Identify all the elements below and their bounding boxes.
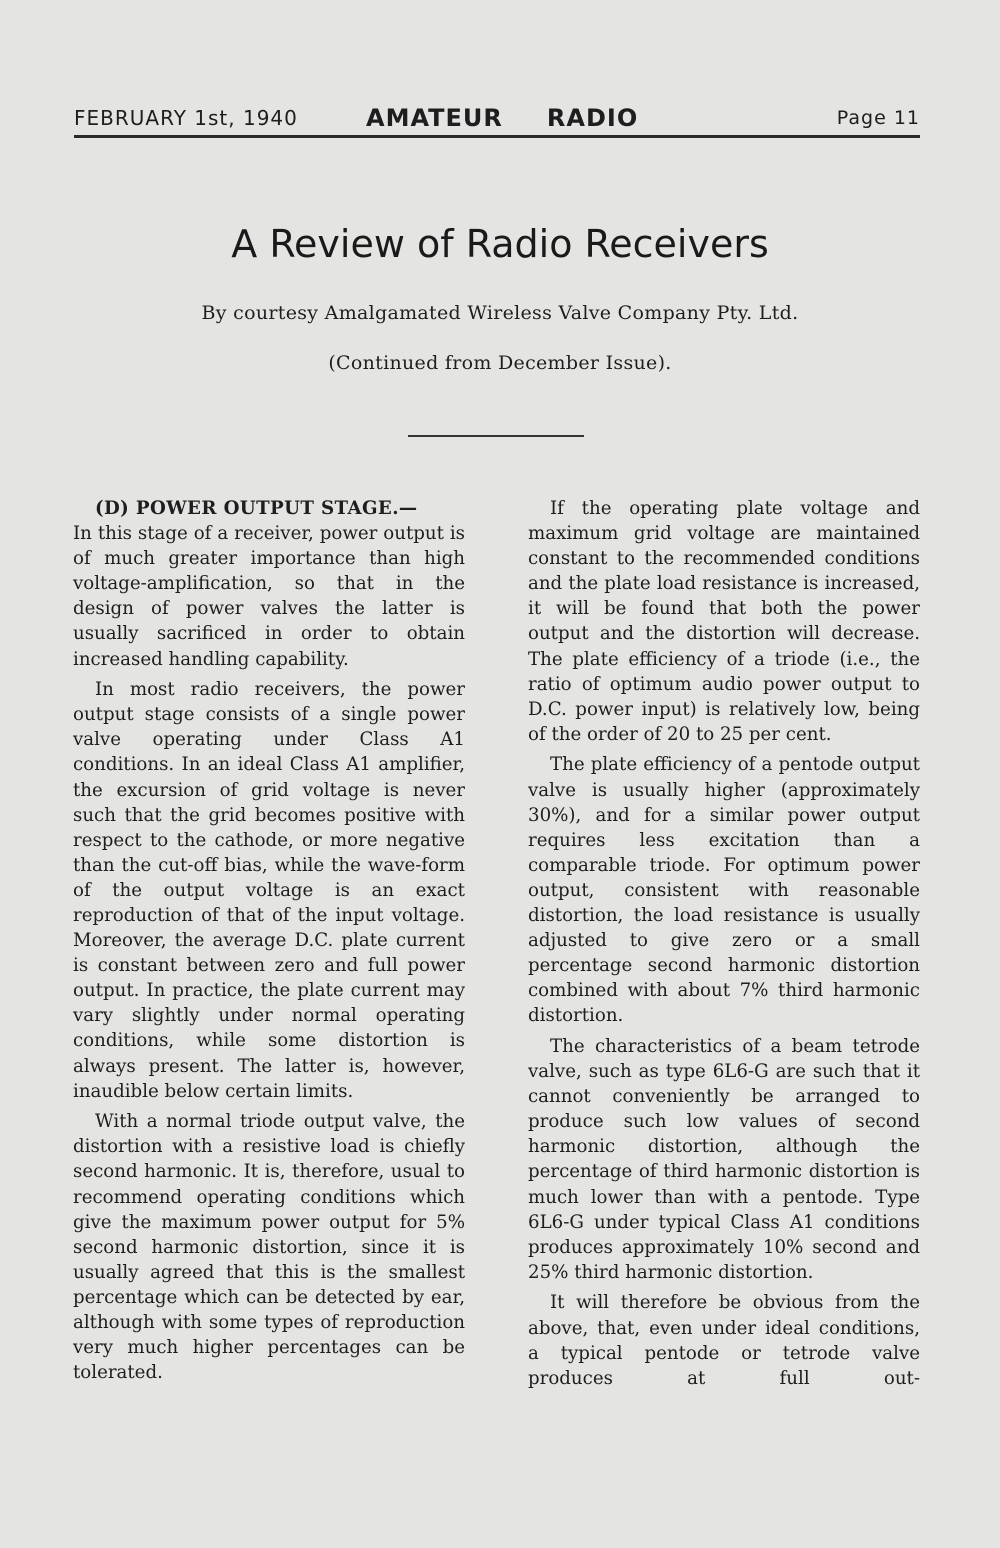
running-header <box>74 104 920 134</box>
section-heading-line <box>73 496 465 521</box>
continued-note: (Continued from December Issue). <box>328 352 672 374</box>
paragraph: The plate efficiency of a pentode output valve is usually higher (approximately 30%), and for a similar power output requires less excitation than a comparable triode. For optimum power output, consistent with reasonable distortion, the load resistance is usually adjusted to give zero or a small percentage second harmonic distortion combined with about 7% third harmonic distortion. <box>528 754 920 1027</box>
header-rule <box>74 135 920 138</box>
paragraph: In this stage of a receiver, power output is of much greater importance than high voltage-amplification, so that in the design of power valves the latter is usually sacrificed in order to obtain increased handling capability. <box>73 523 465 670</box>
paragraph: With a normal triode output valve, the distortion with a resistive load is chiefly second harmonic. It is, therefore, usual to recommend operating conditions which give the maximum power output for 5% second harmonic distortion, since it is usually agreed that this is the smallest percentage which can be detected by ear, although with some types of reproduction very much higher percentages can be tolerated. <box>73 1111 465 1384</box>
article-title: A Review of Radio Receivers <box>231 222 769 266</box>
paragraph: The characteristics of a beam tetrode valve, such as type 6L6-G are such that it cannot conveniently be arranged to produce such low values of second harmonic distortion, although the percentage of third harmonic distortion is much lower than with a pentode. Type 6L6-G under typical Class A1 conditions produces approximately 10% second and 25% third harmonic distortion. <box>528 1035 920 1283</box>
section-divider <box>408 435 584 437</box>
issue-date: FEBRUARY 1st, 1940 <box>74 106 298 130</box>
masthead <box>366 104 638 132</box>
paragraph: In most radio receivers, the power output stage consists of a single power valve operating under Class A1 conditions. In an ideal Class A1 amplifier, the excursion of grid voltage is never such that the grid becomes positive with respect to the cathode, or more negative than the cut-off bias, while the wave-form of the output voltage is an exact reproduction of that of the input voltage. Moreover, the average D.C. plate current is constant between zero and full power output. In practice, the plate current may vary slightly under normal operating conditions, while some distortion is always present. The latter is, however, inaudible below certain limits. <box>73 679 465 1102</box>
left-column <box>73 496 465 1391</box>
masthead-word-radio: RADIO <box>546 104 639 132</box>
article-byline: By courtesy Amalgamated Wireless Valve Company Pty. Ltd. <box>201 302 799 324</box>
paragraph: If the operating plate voltage and maximum grid voltage are maintained constant to the recommended conditions and the plate load resistance is increased, it will be found that both the power output and the distortion will decrease. The plate efficiency of a triode (i.e., the ratio of optimum audio power output to D.C. power input) is relatively low, being of the order of 20 to 25 per cent. <box>528 498 920 745</box>
right-column <box>528 496 920 1396</box>
paragraph: It will therefore be obvious from the above, that, even under ideal conditions, a typical pentode or tetrode valve produces at full out- <box>528 1292 920 1389</box>
page-number: Page 11 <box>836 107 920 129</box>
section-heading: (D) POWER OUTPUT STAGE.— <box>95 498 418 519</box>
masthead-word-amateur: AMATEUR <box>366 104 503 132</box>
